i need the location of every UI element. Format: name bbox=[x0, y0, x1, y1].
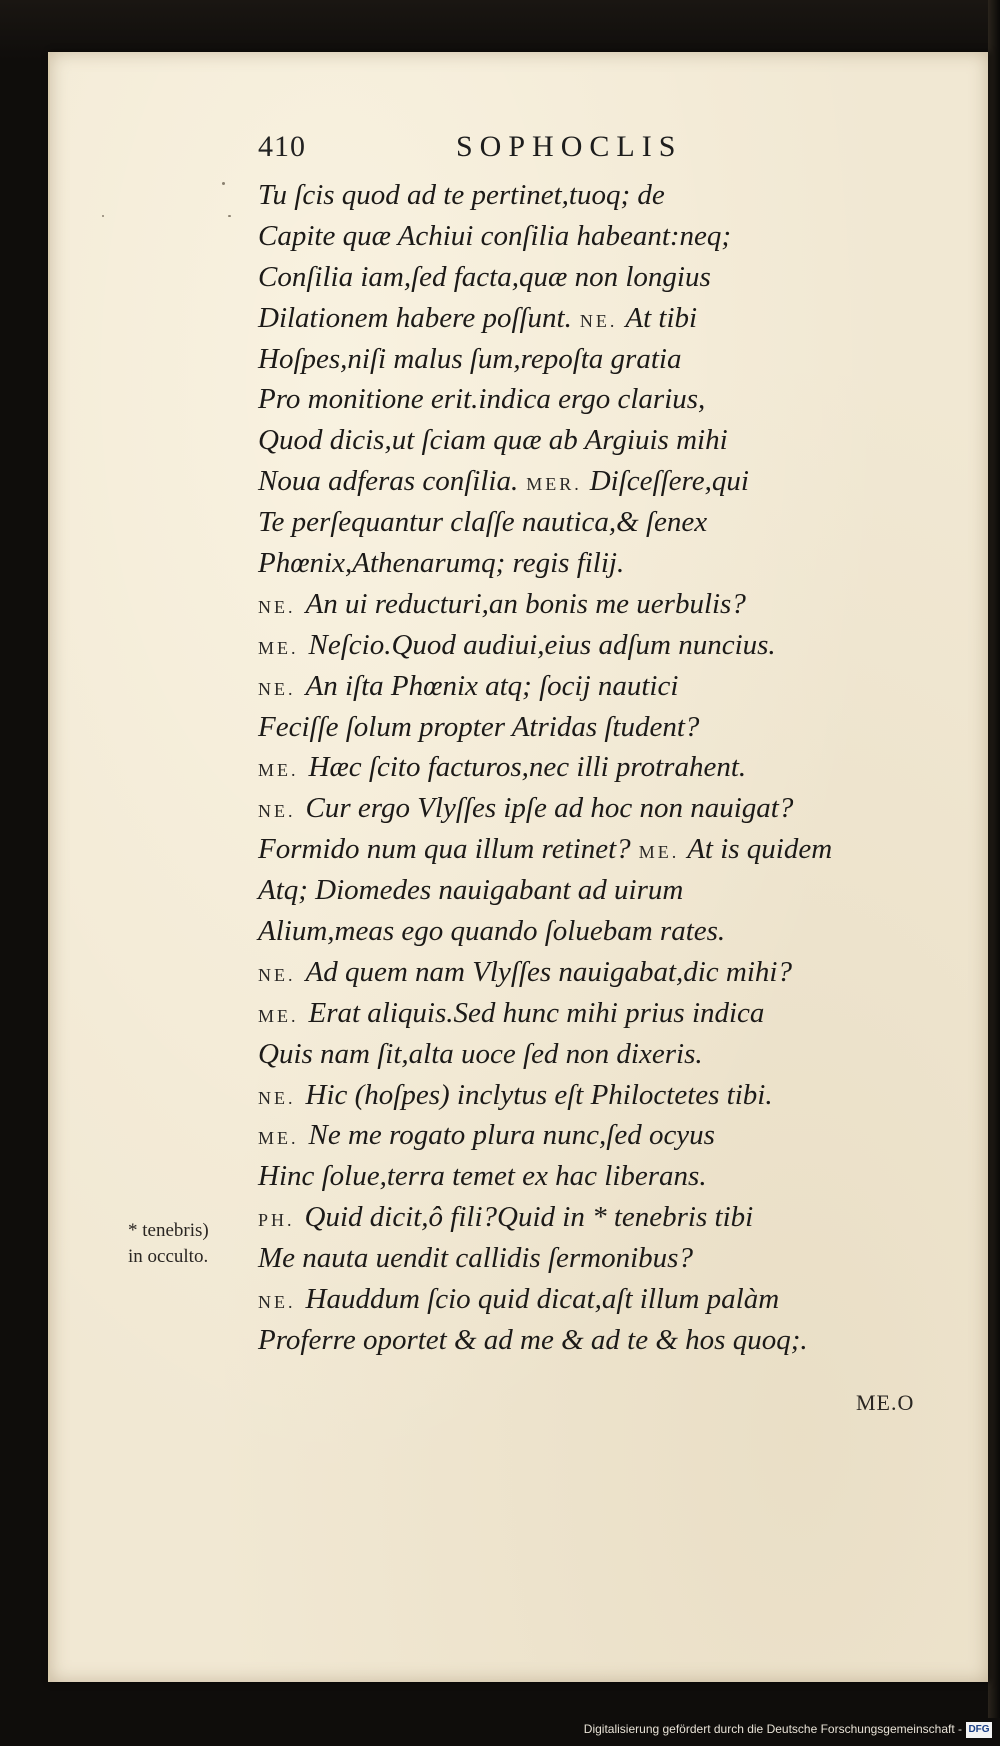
verse-line-text: Quis nam ſit,alta uoce ſed non dixeris. bbox=[258, 1037, 703, 1070]
verse-line-text: An ui reducturi,an bonis me uerbulis? bbox=[305, 587, 746, 620]
verse-line-text: Diſceſſere,qui bbox=[589, 465, 749, 498]
verse-line-text: Hoſpes,niſi malus ſum,repoſta gratia bbox=[258, 342, 682, 375]
digitization-credit: Digitalisierung gefördert durch die Deutsche Forschungsgemeinschaft - bbox=[583, 1722, 962, 1736]
verse-line bbox=[258, 1238, 918, 1279]
verse-line-text: Ne me rogato plura nunc,ſed ocyus bbox=[308, 1119, 715, 1152]
verse-line bbox=[258, 1156, 918, 1197]
verse-line bbox=[258, 707, 918, 748]
verse-line bbox=[258, 829, 918, 870]
verse-line-text: Conſilia iam,ſed facta,quæ non longius bbox=[258, 260, 711, 293]
verse-line-text: Noua adferas conſilia. bbox=[258, 465, 519, 498]
page-header bbox=[258, 130, 738, 170]
book-spine-shadow bbox=[0, 0, 1000, 60]
verse-line bbox=[258, 502, 918, 543]
verse-line-text: Hauddum ſcio quid dicat,aſt illum palàm bbox=[305, 1283, 780, 1316]
verse-line bbox=[258, 461, 918, 502]
page-edge bbox=[988, 0, 1000, 1746]
verse-line-text: Hic (hoſpes) inclytus eſt Philoctetes tibi. bbox=[305, 1078, 773, 1111]
speaker-label: NE. bbox=[258, 1087, 296, 1108]
speaker-label: NE. bbox=[258, 1292, 296, 1313]
verse-line-text: Feciſſe ſolum propter Atridas ſtudent? bbox=[258, 710, 700, 743]
verse-text bbox=[258, 175, 918, 1361]
speaker-label: NE. bbox=[258, 678, 296, 699]
verse-line bbox=[258, 1115, 918, 1156]
ink-speck bbox=[228, 215, 231, 217]
verse-line-text: Quid dicit,ô fili?Quid in * tenebris tibi bbox=[304, 1201, 754, 1234]
speaker-label: ME. bbox=[258, 760, 299, 781]
running-head: SOPHOCLIS bbox=[456, 130, 683, 163]
verse-line-text: Pro monitione erit.indica ergo clarius, bbox=[258, 383, 706, 416]
ink-speck bbox=[102, 215, 104, 217]
verse-line bbox=[258, 175, 918, 216]
verse-line bbox=[258, 911, 918, 952]
verse-line bbox=[258, 216, 918, 257]
verse-line bbox=[258, 788, 918, 829]
verse-line bbox=[258, 420, 918, 461]
verse-line bbox=[258, 1279, 918, 1320]
speaker-label: ME. bbox=[258, 1005, 299, 1026]
verse-line-text: Ad quem nam Vlyſſes nauigabat,dic mihi? bbox=[305, 955, 792, 988]
speaker-label: ME. bbox=[638, 842, 680, 863]
speaker-label: PH. bbox=[258, 1210, 295, 1231]
verse-line bbox=[258, 1034, 918, 1075]
verse-line-text: Hinc ſolue,terra temet ex hac liberans. bbox=[258, 1160, 707, 1193]
speaker-label: ME. bbox=[258, 1128, 299, 1149]
verse-line-text: Formido num qua illum retinet? bbox=[258, 833, 631, 866]
dfg-logo: DFG bbox=[966, 1722, 992, 1738]
verse-line-text: At is quidem bbox=[687, 833, 833, 866]
verse-line bbox=[258, 584, 918, 625]
verse-line-text: Phœnix,Athenarumq; regis filij. bbox=[258, 547, 625, 580]
verse-line bbox=[258, 339, 918, 380]
verse-line-text: Alium,meas ego quando ſoluebam rates. bbox=[258, 915, 726, 948]
catchword: ME.O bbox=[856, 1390, 915, 1415]
verse-line-text: Capite quæ Achiui conſilia habeant:neq; bbox=[258, 219, 732, 252]
verse-line-text: Cur ergo Vlyſſes ipſe ad hoc non nauigat? bbox=[305, 792, 794, 825]
speaker-label: ME. bbox=[258, 637, 299, 658]
page-number: 410 bbox=[258, 130, 306, 163]
speaker-label: NE. bbox=[258, 596, 296, 617]
verse-line-text: Neſcio.Quod audiui,eius adſum nuncius. bbox=[308, 628, 776, 661]
verse-line bbox=[258, 543, 918, 584]
verse-line bbox=[258, 379, 918, 420]
speaker-label: NE. bbox=[258, 964, 296, 985]
verse-line-text: Erat aliquis.Sed hunc mihi prius indica bbox=[308, 996, 765, 1029]
speaker-label: MER. bbox=[526, 474, 582, 495]
verse-line-text: Tu ſcis quod ad te pertinet,tuoq; de bbox=[258, 179, 665, 211]
verse-line bbox=[258, 1320, 918, 1361]
verse-line-text: Dilationem habere poſſunt. bbox=[258, 301, 572, 334]
verse-line bbox=[258, 952, 918, 993]
verse-line bbox=[258, 257, 918, 298]
margin-note-line: * tenebris) bbox=[128, 1220, 209, 1241]
verse-line-text: An iſta Phœnix atq; ſocij nautici bbox=[305, 669, 679, 702]
speaker-label: NE. bbox=[258, 801, 296, 822]
verse-line bbox=[258, 993, 918, 1034]
verse-line bbox=[258, 666, 918, 707]
verse-line bbox=[258, 870, 918, 911]
verse-line bbox=[258, 298, 918, 339]
verse-line-text: Me nauta uendit callidis ſermonibus? bbox=[258, 1242, 693, 1275]
verse-line bbox=[258, 1197, 918, 1238]
margin-note bbox=[128, 1218, 258, 1270]
verse-line-text: Atq; Diomedes nauigabant ad uirum bbox=[258, 874, 684, 907]
speaker-label: NE. bbox=[579, 310, 618, 331]
verse-line-text: Hæc ſcito facturos,nec illi protrahent. bbox=[308, 751, 747, 784]
verse-line bbox=[258, 625, 918, 666]
verse-line-text: Proferre oportet & ad me & ad te & hos quoq;. bbox=[258, 1323, 808, 1356]
verse-line-text: At tibi bbox=[625, 301, 698, 334]
margin-note-line: in occulto. bbox=[128, 1246, 209, 1267]
verse-line-text: Quod dicis,ut ſciam quæ ab Argiuis mihi bbox=[258, 424, 728, 457]
ink-speck bbox=[222, 182, 225, 185]
verse-line bbox=[258, 747, 918, 788]
verse-line-text: Te perſequantur claſſe nautica,& ſenex bbox=[258, 506, 708, 539]
verse-line bbox=[258, 1075, 918, 1116]
